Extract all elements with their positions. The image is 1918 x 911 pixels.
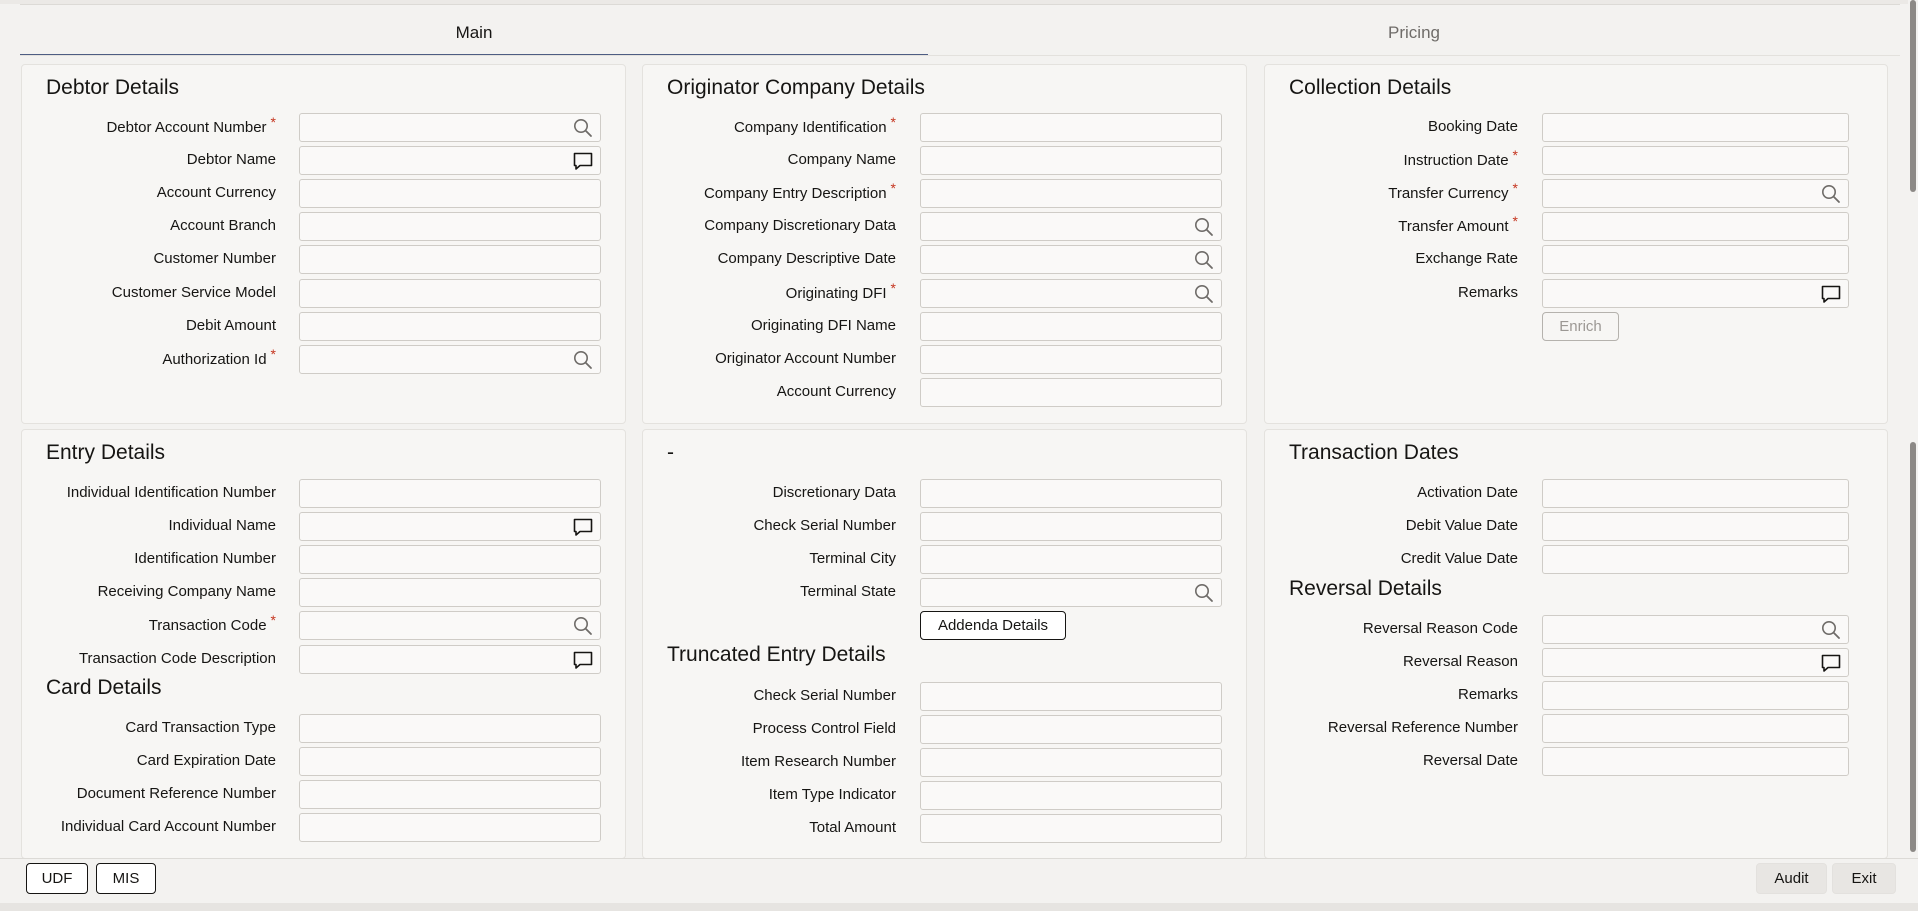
transfer-currency-input[interactable] [1543, 180, 1848, 207]
individual-card-account-number-label-text: Individual Card Account Number [60, 818, 276, 835]
identification-number-input[interactable] [300, 546, 600, 573]
identification-number-label-text: Identification Number [134, 550, 276, 567]
collection-details-title: Collection Details [1289, 76, 1452, 99]
authorization-id-field[interactable] [299, 345, 601, 374]
individual-identification-number-label [67, 484, 276, 502]
account-branch-label [170, 217, 276, 235]
originating-dfi-input[interactable] [921, 280, 1221, 307]
reversal-reason-input[interactable] [1543, 649, 1848, 676]
company-identification-label [733, 114, 896, 137]
customer-service-model-field[interactable] [299, 279, 601, 308]
tab-main[interactable]: Main [20, 16, 928, 56]
required-asterisk: * [1512, 147, 1518, 163]
booking-date-field[interactable] [1542, 113, 1849, 142]
company-name-label-text: Company Name [787, 151, 896, 168]
check-serial-number-label-text: Check Serial Number [753, 517, 896, 534]
account-currency-label [157, 184, 276, 202]
process-control-field-label [753, 720, 896, 738]
truncated-entry-details-title: Truncated Entry Details [667, 643, 886, 666]
search-icon[interactable] [1193, 582, 1215, 604]
account-currency-field[interactable] [299, 179, 601, 208]
company-discretionary-data-field[interactable] [920, 212, 1222, 241]
document-reference-number-label-text: Document Reference Number [76, 785, 276, 802]
individual-identification-number-label-text: Individual Identification Number [66, 484, 276, 501]
terminal-city-label [809, 550, 896, 568]
required-asterisk: * [890, 280, 896, 296]
transaction-code-description-field[interactable] [299, 645, 601, 674]
discretionary-data-field[interactable] [920, 479, 1222, 508]
credit-value-date-label-text: Credit Value Date [1400, 550, 1518, 567]
originating-dfi-field[interactable] [920, 279, 1222, 308]
remarks-label [1458, 686, 1518, 704]
originating-dfi-name-field[interactable] [920, 312, 1222, 341]
company-discretionary-data-input[interactable] [921, 213, 1221, 240]
debtor-name-input[interactable] [300, 147, 600, 174]
tab-bar [20, 16, 1900, 56]
transfer-currency-label [1388, 180, 1518, 203]
remarks-field[interactable] [1542, 279, 1849, 308]
process-control-field-input[interactable] [921, 716, 1221, 743]
customer-service-model-label [112, 284, 276, 302]
company-discretionary-data-label [704, 217, 896, 235]
debit-amount-field[interactable] [299, 312, 601, 341]
reversal-reason-field[interactable] [1542, 648, 1849, 677]
check-serial-number-input[interactable] [921, 513, 1221, 540]
transaction-dates-title: Transaction Dates [1289, 441, 1459, 464]
transaction-code-field[interactable] [299, 611, 601, 640]
reversal-reason-code-input[interactable] [1543, 616, 1848, 643]
total-amount-label-text: Total Amount [809, 819, 896, 836]
document-reference-number-field[interactable] [299, 780, 601, 809]
receiving-company-name-label [98, 583, 276, 601]
discretionary-data-label [773, 484, 896, 502]
exchange-rate-field[interactable] [1542, 245, 1849, 274]
company-identification-field[interactable] [920, 113, 1222, 142]
individual-name-input[interactable] [300, 513, 600, 540]
reversal-details-title: Reversal Details [1289, 577, 1442, 600]
reversal-date-input[interactable] [1543, 748, 1848, 775]
company-entry-description-label-text: Company Entry Description [703, 185, 887, 202]
document-reference-number-label [77, 785, 276, 803]
item-research-number-label [741, 753, 896, 771]
search-icon[interactable] [572, 117, 594, 139]
debit-amount-label [186, 317, 276, 335]
account-currency-label-text: Account Currency [776, 383, 896, 400]
reversal-reason-code-label [1363, 620, 1518, 638]
credit-value-date-input[interactable] [1543, 546, 1848, 573]
required-asterisk: * [1512, 213, 1518, 229]
company-descriptive-date-label-text: Company Descriptive Date [717, 250, 896, 267]
terminal-state-label-text: Terminal State [800, 583, 896, 600]
account-currency-label-text: Account Currency [156, 184, 276, 201]
credit-value-date-field[interactable] [1542, 545, 1849, 574]
audit-button[interactable]: Audit [1756, 863, 1827, 894]
search-icon[interactable] [572, 615, 594, 637]
process-control-field-field[interactable] [920, 715, 1222, 744]
top-divider [20, 4, 1900, 5]
authorization-id-label [162, 346, 276, 369]
card-transaction-type-field[interactable] [299, 714, 601, 743]
instruction-date-label [1403, 147, 1518, 170]
debit-amount-input[interactable] [300, 313, 600, 340]
authorization-id-label-text: Authorization Id [162, 351, 267, 368]
enrich-button[interactable]: Enrich [1542, 312, 1619, 341]
transfer-amount-input[interactable] [1543, 213, 1848, 240]
debtor-name-field[interactable] [299, 146, 601, 175]
originator-account-number-label [715, 350, 896, 368]
discretionary-data-input[interactable] [921, 480, 1221, 507]
required-asterisk: * [270, 612, 276, 628]
card-expiration-date-input[interactable] [300, 748, 600, 775]
comment-icon[interactable] [572, 649, 594, 671]
individual-identification-number-input[interactable] [300, 480, 600, 507]
individual-card-account-number-input[interactable] [300, 814, 600, 841]
total-amount-label [809, 819, 896, 837]
individual-card-account-number-field[interactable] [299, 813, 601, 842]
check-serial-number-input[interactable] [921, 683, 1221, 710]
required-asterisk: * [1512, 180, 1518, 196]
scrollbar-thumb-top[interactable] [1910, 0, 1916, 192]
debtor-details-title: Debtor Details [46, 76, 180, 99]
instruction-date-label-text: Instruction Date [1403, 152, 1509, 169]
account-currency-input[interactable] [300, 180, 600, 207]
debit-value-date-label-text: Debit Value Date [1405, 517, 1518, 534]
transaction-code-label [148, 612, 276, 635]
originating-dfi-name-input[interactable] [921, 313, 1221, 340]
receiving-company-name-label-text: Receiving Company Name [97, 583, 276, 600]
item-type-indicator-label [769, 786, 896, 804]
activation-date-input[interactable] [1543, 480, 1848, 507]
card-expiration-date-label-text: Card Expiration Date [136, 752, 276, 769]
transfer-currency-field[interactable] [1542, 179, 1849, 208]
reversal-date-label [1423, 752, 1518, 770]
remarks-field[interactable] [1542, 681, 1849, 710]
reversal-date-label-text: Reversal Date [1422, 752, 1518, 769]
comment-icon[interactable] [1820, 283, 1842, 305]
company-name-label [788, 151, 896, 169]
terminal-state-label [800, 583, 896, 601]
reversal-date-field[interactable] [1542, 747, 1849, 776]
transaction-code-description-label-text: Transaction Code Description [78, 650, 276, 667]
debit-value-date-input[interactable] [1543, 513, 1848, 540]
card-transaction-type-label-text: Card Transaction Type [125, 719, 276, 736]
remarks-label-text: Remarks [1457, 284, 1518, 301]
individual-name-label [168, 517, 276, 535]
terminal-city-field[interactable] [920, 545, 1222, 574]
company-descriptive-date-input[interactable] [921, 246, 1221, 273]
search-icon[interactable] [1193, 249, 1215, 271]
card-expiration-date-field[interactable] [299, 747, 601, 776]
tab-pricing[interactable]: Pricing [1388, 23, 1440, 42]
originator-account-number-label-text: Originator Account Number [715, 350, 896, 367]
reversal-reference-number-label-text: Reversal Reference Number [1327, 719, 1518, 736]
card-transaction-type-input[interactable] [300, 715, 600, 742]
udf-button[interactable]: UDF [26, 863, 88, 894]
activation-date-label-text: Activation Date [1417, 484, 1518, 501]
total-amount-field[interactable] [920, 814, 1222, 843]
footer-divider [0, 858, 1918, 859]
check-serial-number-field[interactable] [920, 682, 1222, 711]
transfer-amount-field[interactable] [1542, 212, 1849, 241]
remarks-input[interactable] [1543, 280, 1848, 307]
customer-number-label-text: Customer Number [153, 250, 276, 267]
identification-number-field[interactable] [299, 545, 601, 574]
activation-date-field[interactable] [1542, 479, 1849, 508]
account-branch-input[interactable] [300, 213, 600, 240]
activation-date-label [1417, 484, 1518, 502]
document-reference-number-input[interactable] [300, 781, 600, 808]
check-serial-number-label [753, 687, 896, 705]
originating-dfi-label-text: Originating DFI [785, 285, 887, 302]
card-expiration-date-label [137, 752, 276, 770]
debit-value-date-label [1406, 517, 1518, 535]
booking-date-input[interactable] [1543, 114, 1848, 141]
required-asterisk: * [890, 180, 896, 196]
reversal-reason-code-field[interactable] [1542, 615, 1849, 644]
account-currency-field[interactable] [920, 378, 1222, 407]
individual-identification-number-field[interactable] [299, 479, 601, 508]
debtor-name-label [187, 151, 276, 169]
customer-service-model-label-text: Customer Service Model [111, 284, 276, 301]
exchange-rate-label [1415, 250, 1518, 268]
remarks-label-text: Remarks [1457, 686, 1518, 703]
company-name-input[interactable] [921, 147, 1221, 174]
reversal-reference-number-input[interactable] [1543, 715, 1848, 742]
item-type-indicator-label-text: Item Type Indicator [768, 786, 896, 803]
discretionary-data-label-text: Discretionary Data [772, 484, 896, 501]
check-serial-number-label-text: Check Serial Number [753, 687, 896, 704]
check-serial-number-label [753, 517, 896, 535]
mis-button[interactable]: MIS [96, 863, 156, 894]
company-entry-description-field[interactable] [920, 179, 1222, 208]
exchange-rate-label-text: Exchange Rate [1415, 250, 1518, 267]
item-type-indicator-input[interactable] [921, 782, 1221, 809]
company-entry-description-label [703, 180, 896, 203]
transaction-code-description-label [79, 650, 276, 668]
debtor-account-number-label-text: Debtor Account Number [106, 119, 267, 136]
company-descriptive-date-field[interactable] [920, 245, 1222, 274]
customer-number-label [153, 250, 276, 268]
reversal-reason-label [1403, 653, 1518, 671]
reversal-reason-label-text: Reversal Reason [1402, 653, 1518, 670]
addenda-details-button[interactable]: Addenda Details [920, 611, 1066, 640]
originating-dfi-label [785, 280, 896, 303]
debit-value-date-field[interactable] [1542, 512, 1849, 541]
process-control-field-label-text: Process Control Field [752, 720, 896, 737]
transaction-code-description-input[interactable] [300, 646, 600, 673]
footer-bottom-bar [0, 903, 1918, 911]
exit-button[interactable]: Exit [1832, 863, 1896, 894]
debtor-account-number-label [106, 114, 276, 137]
total-amount-input[interactable] [921, 815, 1221, 842]
transaction-code-input[interactable] [300, 612, 600, 639]
required-asterisk: * [270, 114, 276, 130]
search-icon[interactable] [1193, 216, 1215, 238]
debtor-account-number-input[interactable] [300, 114, 600, 141]
transfer-amount-label [1398, 213, 1518, 236]
required-asterisk: * [270, 346, 276, 362]
terminal-state-field[interactable] [920, 578, 1222, 607]
reversal-reference-number-label [1328, 719, 1518, 737]
booking-date-label [1428, 118, 1518, 136]
transaction-code-label-text: Transaction Code [148, 617, 267, 634]
exchange-rate-input[interactable] [1543, 246, 1848, 273]
originator-account-number-input[interactable] [921, 346, 1221, 373]
card-details-title: Card Details [46, 676, 162, 699]
debit-amount-label-text: Debit Amount [185, 317, 276, 334]
item-research-number-input[interactable] [921, 749, 1221, 776]
instruction-date-input[interactable] [1543, 147, 1848, 174]
card-transaction-type-label [125, 719, 276, 737]
originator-company-details-title: Originator Company Details [667, 76, 925, 99]
booking-date-label-text: Booking Date [1427, 118, 1518, 135]
company-entry-description-input[interactable] [921, 180, 1221, 207]
remarks-input[interactable] [1543, 682, 1848, 709]
account-currency-label [777, 383, 896, 401]
search-icon[interactable] [1193, 283, 1215, 305]
company-discretionary-data-label-text: Company Discretionary Data [704, 217, 896, 234]
misc-details-title: - [667, 441, 674, 464]
account-branch-label-text: Account Branch [170, 217, 276, 234]
comment-icon[interactable] [572, 516, 594, 538]
company-identification-label-text: Company Identification [733, 119, 887, 136]
terminal-city-input[interactable] [921, 546, 1221, 573]
account-branch-field[interactable] [299, 212, 601, 241]
remarks-label [1458, 284, 1518, 302]
customer-service-model-input[interactable] [300, 280, 600, 307]
item-research-number-label-text: Item Research Number [740, 753, 896, 770]
transfer-currency-label-text: Transfer Currency [1388, 185, 1509, 202]
customer-number-field[interactable] [299, 245, 601, 274]
individual-name-label-text: Individual Name [168, 517, 276, 534]
credit-value-date-label [1401, 550, 1518, 568]
tab-bar-divider [20, 55, 1900, 56]
originator-account-number-field[interactable] [920, 345, 1222, 374]
item-research-number-field[interactable] [920, 748, 1222, 777]
company-descriptive-date-label [718, 250, 896, 268]
terminal-city-label-text: Terminal City [809, 550, 896, 567]
reversal-reference-number-field[interactable] [1542, 714, 1849, 743]
search-icon[interactable] [1820, 619, 1842, 641]
originating-dfi-name-label [751, 317, 896, 335]
identification-number-label [134, 550, 276, 568]
account-currency-input[interactable] [921, 379, 1221, 406]
reversal-reason-code-label-text: Reversal Reason Code [1362, 620, 1518, 637]
search-icon[interactable] [572, 349, 594, 371]
individual-card-account-number-label [61, 818, 276, 836]
search-icon[interactable] [1820, 183, 1842, 205]
instruction-date-field[interactable] [1542, 146, 1849, 175]
entry-details-title: Entry Details [46, 441, 166, 464]
item-type-indicator-field[interactable] [920, 781, 1222, 810]
check-serial-number-field[interactable] [920, 512, 1222, 541]
debtor-account-number-field[interactable] [299, 113, 601, 142]
company-name-field[interactable] [920, 146, 1222, 175]
comment-icon[interactable] [572, 150, 594, 172]
authorization-id-input[interactable] [300, 346, 600, 373]
receiving-company-name-field[interactable] [299, 578, 601, 607]
company-identification-input[interactable] [921, 114, 1221, 141]
receiving-company-name-input[interactable] [300, 579, 600, 606]
comment-icon[interactable] [1820, 652, 1842, 674]
originating-dfi-name-label-text: Originating DFI Name [750, 317, 896, 334]
required-asterisk: * [890, 114, 896, 130]
debtor-name-label-text: Debtor Name [186, 151, 276, 168]
individual-name-field[interactable] [299, 512, 601, 541]
transfer-amount-label-text: Transfer Amount [1398, 218, 1509, 235]
scrollbar-thumb[interactable] [1910, 442, 1916, 852]
terminal-state-input[interactable] [921, 579, 1221, 606]
customer-number-input[interactable] [300, 246, 600, 273]
